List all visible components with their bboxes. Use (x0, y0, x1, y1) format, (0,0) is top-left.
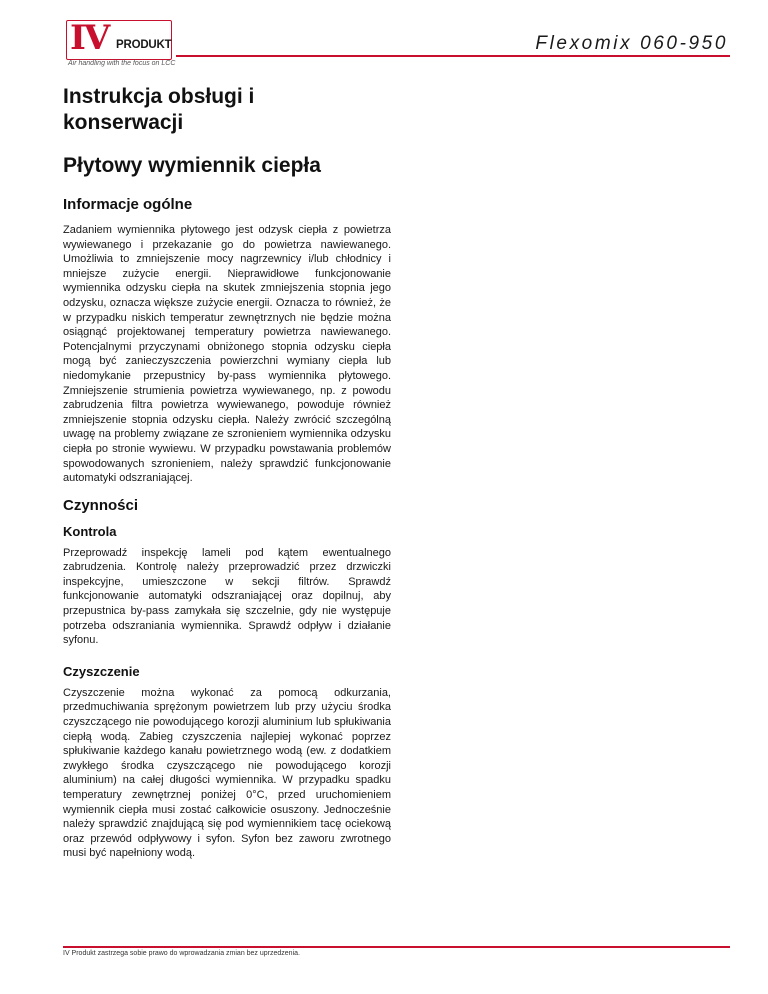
company-logo (66, 18, 174, 68)
footer-disclaimer: IV Produkt zastrzega sobie prawo do wprowadzania zmian bez uprzedzenia. (63, 950, 300, 957)
subsection-heading-kontrola: Kontrola (63, 523, 117, 539)
general-paragraph: Zadaniem wymiennika płytowego jest odzysk ciepła z powietrza wywiewanego i przekazanie go do powietrza nawiewanego. Umożliwia to zmniejszenie mocy nagrzewnicy i/lub chłodnicy i mniejsze zużycie energii. Nieprawidłowe funkcjonowanie wymiennika odzysku ciepła na skutek zmniejszenia stopnia jego odzysku, oznacza większe zużycie energii. Oznacza to również, że w przypadku niskich temperatur zewnętrznych nie będzie można osiągnąć projektowanej temperatury powietrza nawiewanego. Potencjalnymi przyczynami obniżonego stopnia odzysku ciepła mogą być zanieczyszczenia powierzchni wymiany ciepła lub niedomykanie przepustnicy by-pass wymiennika płytowego. Zmniejszenie strumienia powietrza wywiewanego, np. z powodu zabrudzenia filtra powietrza wywiewanego, powoduje również zmniejszenie stopnia odzysku ciepła. Należy zwrócić szczególną uwagę na problemy związane ze szronieniem wymiennika odzysku ciepła po stronie wywiewu. W przypadku powstawania problemów spowodowanych szronieniem, należy sprawdzić funkcjonowanie automatyki odszraniającej. (63, 224, 391, 485)
logo-tagline: Air handling with the focus on LCC (68, 60, 176, 67)
section-heading-operations: Czynności (63, 496, 139, 514)
czyszczenie-paragraph: Czyszczenie można wykonać za pomocą odkurzania, przedmuchiwania sprężonym powietrzem lub przy użyciu środka czyszczącego nie powodującego korozji aluminium lub spłukiwania ciepłą wodą. Zabieg czyszczenia najlepiej wykonać poprzez spłukiwanie każdego kanału powietrznego wodą (ew. z dodatkiem zwykłego środka czyszczącego nie powodującego korozji aluminium) na całej długości wymiennika. W przypadku spadku temperatury zewnętrznej poniżej 0°C, przed uruchomieniem wymiennik ciepła musi zostać całkowicie osuszony. Jednocześnie należy sprawdzić znajdującą się pod wymiennikiem tacę ociekową oraz przewód odpływowy i syfon. Syfon bez zaworu zwrotnego musi być napełniony wodą. (63, 686, 391, 860)
page-title: Instrukcja obsługi i konserwacji (63, 85, 255, 134)
section-heading-general: Informacje ogólne (63, 196, 193, 213)
product-name: Flexomix 060-950 (535, 33, 728, 54)
footer-divider (63, 946, 730, 948)
page-subtitle: Płytowy wymiennik ciepła (63, 154, 321, 177)
header-divider (176, 55, 730, 57)
document-body (63, 84, 391, 861)
logo-mark: IV (70, 18, 109, 58)
subsection-heading-czyszczenie: Czyszczenie (63, 663, 140, 679)
kontrola-paragraph: Przeprowadź inspekcję lameli pod kątem ewentualnego zabrudzenia. Kontrolę należy przeprowadzić przez drzwiczki inspekcyjne, umieszczone w sekcji filtrów. Sprawdź funkcjonowanie automatyki odszraniającej oraz dopilnuj, aby przepustnica by-pass zamykała się szczelnie, gdy nie występuje potrzeba odszraniania wymiennika. Sprawdź odpływ i działanie syfonu. (63, 546, 391, 647)
logo-word: PRODUKT (116, 39, 172, 51)
